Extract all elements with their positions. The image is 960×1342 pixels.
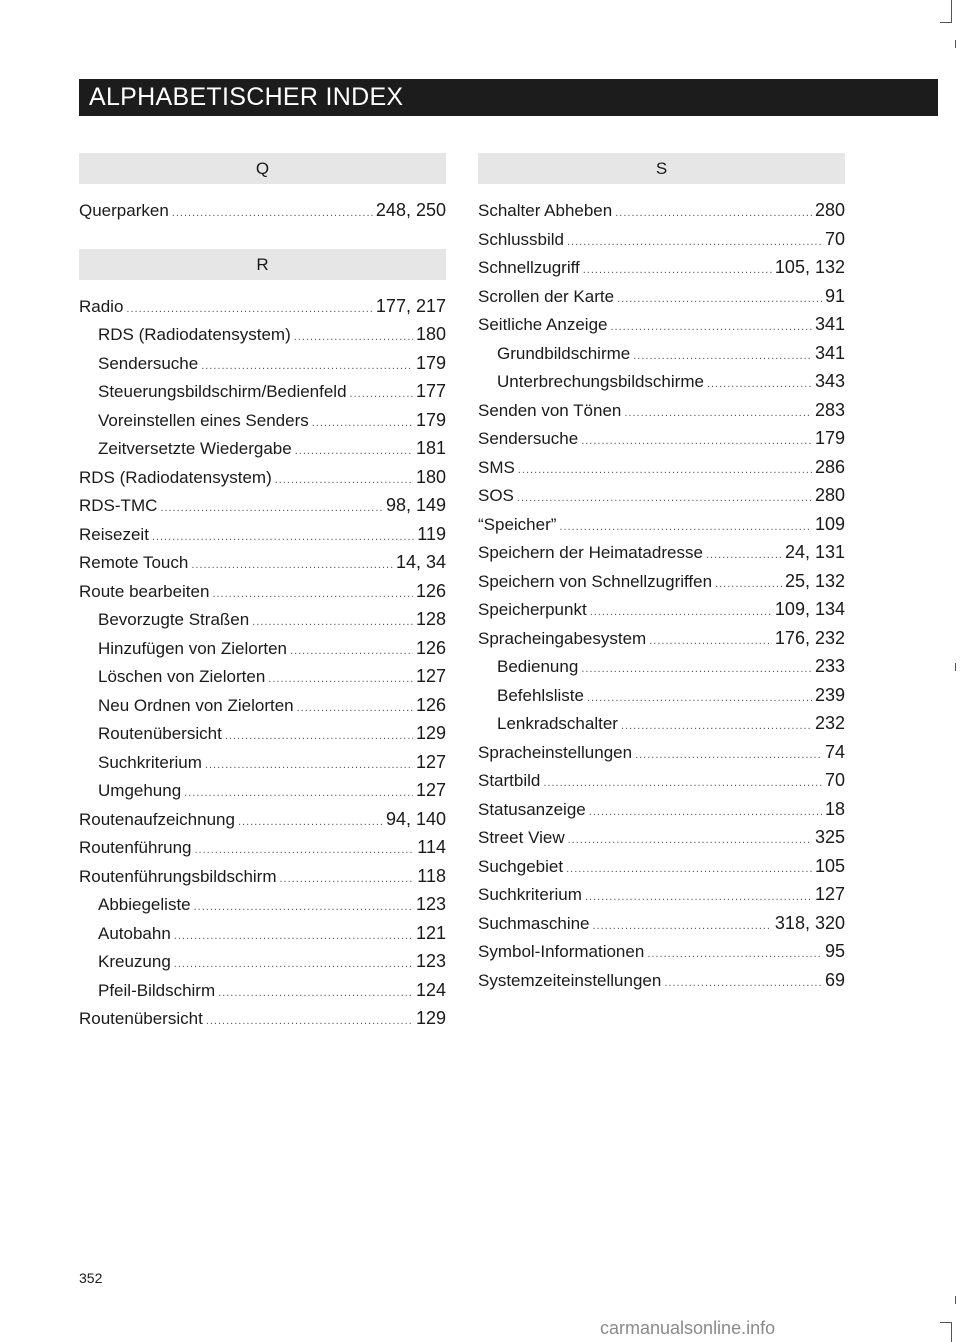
index-term: Suchmaschine — [478, 913, 590, 933]
dot-leader — [543, 769, 822, 795]
index-term: Autobahn — [98, 923, 171, 943]
dot-leader — [568, 826, 812, 852]
index-subentry — [79, 776, 446, 805]
index-term: SOS — [478, 486, 514, 505]
index-entry — [478, 795, 845, 824]
index-term: RDS (Radiodatensystem) — [98, 325, 291, 344]
index-term: Seitliche Anzeige — [478, 315, 608, 334]
page-reference: 179 — [415, 352, 446, 373]
index-subentry — [79, 662, 446, 691]
dot-leader — [268, 665, 413, 691]
index-subentry — [79, 748, 446, 777]
dot-leader — [518, 456, 812, 482]
dot-leader — [649, 627, 772, 653]
crop-mark — [955, 40, 956, 48]
dot-leader — [294, 323, 413, 349]
crop-mark — [955, 663, 956, 671]
dot-leader — [707, 370, 812, 396]
page-reference: 124 — [415, 979, 446, 1000]
index-subentry — [478, 681, 845, 710]
index-term: Querparken — [79, 201, 169, 220]
dot-leader — [581, 655, 812, 681]
index-term: Routenübersicht — [79, 1009, 203, 1028]
index-entry — [478, 481, 845, 510]
index-subentry — [478, 367, 845, 396]
index-subentry — [79, 377, 446, 406]
index-term: RDS-TMC — [79, 496, 158, 515]
dot-leader — [201, 352, 413, 378]
dot-leader — [715, 570, 782, 596]
dot-leader — [295, 437, 413, 463]
index-entry — [478, 966, 845, 995]
page-reference: 127 — [415, 780, 446, 800]
dot-leader — [275, 466, 413, 492]
page-reference: 233 — [814, 656, 845, 676]
index-term: Neu Ordnen von Zielorten — [98, 695, 294, 715]
dot-leader — [252, 608, 413, 634]
dot-leader — [664, 969, 822, 995]
page-reference: 177, 217 — [375, 295, 446, 316]
dot-leader — [647, 940, 822, 966]
index-term: Hinzufügen von Zielorten — [98, 638, 288, 658]
index-subentry — [79, 320, 446, 349]
page-reference: 177 — [415, 381, 446, 401]
page-reference: 179 — [415, 409, 446, 430]
dot-leader — [589, 798, 822, 824]
index-term: Lenkradschalter — [497, 714, 618, 733]
index-subentry — [79, 691, 446, 720]
index-term: Voreinstellen eines Senders — [98, 410, 309, 430]
index-term: Steuerungsbildschirm/Bedienfeld — [98, 382, 347, 401]
page-reference: 123 — [415, 951, 446, 971]
watermark: carmanualsonline.info — [600, 1318, 776, 1338]
dot-leader — [174, 950, 413, 976]
page-reference: 232 — [814, 713, 845, 733]
index-term: Pfeil-Bildschirm — [98, 980, 216, 1000]
index-term: “Speicher” — [478, 514, 557, 534]
index-term: Suchkriterium — [98, 752, 202, 772]
dot-leader — [633, 342, 812, 368]
index-term: Symbol-Informationen — [478, 942, 645, 961]
crop-mark — [940, 22, 952, 23]
index-term: Radio — [79, 296, 124, 316]
index-term: Suchgebiet — [478, 856, 564, 876]
page-reference: 24, 131 — [784, 542, 845, 562]
index-entry — [478, 282, 845, 311]
dot-leader — [566, 855, 812, 881]
page-reference: 181 — [415, 438, 446, 458]
page-reference: 280 — [814, 485, 845, 505]
index-term: Sendersuche — [478, 429, 579, 448]
section-spacer — [79, 225, 446, 249]
crop-mark — [951, 1322, 952, 1342]
page-reference: 119 — [417, 523, 446, 544]
index-term: Speichern der Heimatadresse — [478, 543, 703, 562]
index-entry — [478, 253, 845, 282]
index-term: Sendersuche — [98, 353, 199, 373]
dot-leader — [615, 199, 812, 225]
page-reference: 179 — [814, 428, 845, 448]
index-subentry — [79, 890, 446, 919]
page-reference: 126 — [415, 694, 446, 715]
dot-leader — [174, 922, 413, 948]
page-reference: 70 — [824, 228, 845, 249]
index-term: Abbiegeliste — [98, 895, 191, 914]
index-term: Statusanzeige — [478, 799, 586, 819]
dot-leader — [624, 399, 812, 425]
page-reference: 70 — [824, 770, 845, 790]
index-term: SMS — [478, 457, 515, 477]
index-term: Befehlsliste — [497, 685, 584, 705]
index-term: Bevorzugte Straßen — [98, 610, 250, 629]
page-reference: 280 — [814, 200, 845, 220]
page-reference: 343 — [814, 371, 845, 391]
index-subentry — [478, 652, 845, 681]
index-entry — [478, 624, 845, 653]
index-entry — [478, 225, 845, 254]
page-reference: 25, 132 — [784, 570, 845, 591]
index-entry — [478, 595, 845, 624]
dot-leader — [617, 285, 822, 311]
index-entry — [79, 862, 446, 891]
index-entry — [478, 453, 845, 482]
index-subentry — [79, 719, 446, 748]
index-term: Reisezeit — [79, 524, 149, 544]
page-reference: 318, 320 — [774, 912, 845, 933]
dot-leader — [706, 541, 782, 567]
index-term: Schalter Abheben — [478, 201, 613, 220]
page-reference: 180 — [415, 324, 446, 344]
page-reference: 126 — [415, 580, 446, 601]
index-subentry — [79, 976, 446, 1005]
index-entry — [79, 833, 446, 862]
page-reference: 94, 140 — [385, 808, 446, 829]
dot-leader — [238, 808, 383, 834]
index-term: Zeitversetzte Wiedergabe — [98, 439, 292, 458]
index-subentry — [79, 919, 446, 948]
index-entry — [478, 937, 845, 966]
page-reference: 341 — [814, 342, 845, 363]
dot-leader — [225, 722, 413, 748]
page-reference: 105, 132 — [774, 257, 845, 277]
index-entry — [79, 577, 446, 606]
index-term: Remote Touch — [79, 553, 189, 572]
page-reference: 127 — [814, 884, 845, 904]
crop-mark — [955, 1296, 956, 1304]
index-entry — [478, 766, 845, 795]
index-term: Systemzeiteinstellungen — [478, 970, 662, 990]
page-reference: 118 — [417, 865, 446, 886]
dot-leader — [172, 199, 373, 225]
index-subentry — [478, 709, 845, 738]
page-reference: 109, 134 — [774, 599, 845, 619]
index-entry — [478, 538, 845, 567]
section-heading: Q — [79, 153, 446, 184]
index-column-right — [478, 153, 845, 994]
index-term: Startbild — [478, 771, 541, 790]
index-entry — [478, 424, 845, 453]
page-reference: 129 — [415, 723, 446, 743]
index-term: Speicherpunkt — [478, 600, 587, 619]
page-reference: 123 — [415, 894, 446, 914]
dot-leader — [191, 551, 393, 577]
dot-leader — [593, 912, 772, 938]
index-term: Unterbrechungsbildschirme — [497, 372, 704, 391]
page-reference: 127 — [415, 666, 446, 686]
dot-leader — [194, 893, 413, 919]
dot-leader — [312, 409, 413, 435]
page-reference: 128 — [415, 609, 446, 629]
section-heading: S — [478, 153, 845, 184]
index-term: Kreuzung — [98, 952, 171, 971]
index-entry — [478, 396, 845, 425]
page-reference: 180 — [415, 466, 446, 487]
dot-leader — [350, 380, 413, 406]
index-term: Scrollen der Karte — [478, 286, 615, 306]
page-reference: 176, 232 — [774, 627, 845, 648]
index-subentry — [79, 947, 446, 976]
dot-leader — [206, 1007, 413, 1033]
dot-leader — [290, 637, 413, 663]
crop-mark — [951, 0, 952, 22]
dot-leader — [590, 598, 772, 624]
index-entry — [79, 463, 446, 492]
page-reference: 239 — [814, 684, 845, 705]
page-reference: 109 — [814, 513, 845, 534]
index-term: Grundbildschirme — [497, 343, 631, 363]
page-reference: 74 — [824, 741, 845, 762]
dot-leader — [205, 751, 413, 777]
dot-leader — [585, 883, 812, 909]
section-heading: R — [79, 249, 446, 280]
index-term: Bedienung — [497, 657, 579, 676]
dot-leader — [517, 484, 812, 510]
dot-leader — [218, 979, 413, 1005]
page-reference: 126 — [415, 637, 446, 658]
dot-leader — [160, 494, 383, 520]
index-entry — [79, 520, 446, 549]
index-entry — [79, 292, 446, 321]
dot-leader — [184, 779, 413, 805]
index-entry — [79, 491, 446, 520]
dot-leader — [297, 694, 413, 720]
index-entry — [478, 909, 845, 938]
index-term: Löschen von Zielorten — [98, 667, 266, 686]
page-reference: 91 — [824, 285, 845, 306]
dot-leader — [621, 712, 812, 738]
dot-leader — [587, 684, 812, 710]
index-entry — [478, 738, 845, 767]
dot-leader — [194, 836, 414, 862]
dot-leader — [212, 580, 413, 606]
dot-leader — [280, 865, 415, 891]
index-subentry — [79, 434, 446, 463]
index-term: Spracheingabesystem — [478, 628, 647, 648]
index-entry — [478, 510, 845, 539]
page-title: ALPHABETISCHER INDEX — [79, 79, 938, 116]
index-term: Route bearbeiten — [79, 581, 210, 601]
dot-leader — [126, 295, 373, 321]
index-term: Routenübersicht — [98, 724, 222, 743]
page-reference: 14, 34 — [395, 552, 446, 572]
page-reference: 105 — [814, 855, 845, 876]
dot-leader — [152, 523, 414, 549]
index-term: Routenführung — [79, 838, 192, 857]
page-reference: 98, 149 — [385, 495, 446, 515]
index-term: Senden von Tönen — [478, 400, 622, 420]
page-reference: 283 — [814, 399, 845, 420]
index-term: Spracheinstellungen — [478, 742, 633, 762]
index-entry — [478, 852, 845, 881]
index-subentry — [478, 339, 845, 368]
page-reference: 127 — [415, 751, 446, 772]
index-subentry — [79, 634, 446, 663]
index-term: Routenführungsbildschirm — [79, 866, 277, 886]
page-reference: 248, 250 — [375, 200, 446, 220]
index-term: Street View — [478, 828, 565, 847]
dot-leader — [610, 313, 811, 339]
page-reference: 341 — [814, 314, 845, 334]
page-reference: 129 — [415, 1008, 446, 1028]
index-entry — [478, 567, 845, 596]
index-entry — [79, 548, 446, 577]
dot-leader — [559, 513, 812, 539]
index-column-left — [79, 153, 446, 1033]
page-number: 352 — [79, 1270, 103, 1286]
index-entry — [79, 805, 446, 834]
index-subentry — [79, 406, 446, 435]
index-entry — [478, 310, 845, 339]
page-reference: 286 — [814, 456, 845, 477]
index-term: Umgehung — [98, 781, 182, 800]
index-term: Speichern von Schnellzugriffen — [478, 571, 713, 591]
index-entry — [478, 823, 845, 852]
index-entry — [478, 196, 845, 225]
dot-leader — [581, 427, 812, 453]
dot-leader — [567, 228, 822, 254]
page-reference: 325 — [814, 827, 845, 847]
index-entry — [79, 196, 446, 225]
index-entry — [79, 1004, 446, 1033]
index-term: Schnellzugriff — [478, 258, 580, 277]
index-entry — [478, 880, 845, 909]
index-subentry — [79, 349, 446, 378]
index-term: Routenaufzeichnung — [79, 809, 235, 829]
page-reference: 121 — [415, 922, 446, 943]
dot-leader — [635, 741, 822, 767]
dot-leader — [583, 256, 772, 282]
index-term: Schlussbild — [478, 229, 564, 249]
index-subentry — [79, 605, 446, 634]
index-term: RDS (Radiodatensystem) — [79, 467, 272, 487]
page-reference: 69 — [824, 969, 845, 990]
index-term: Suchkriterium — [478, 885, 582, 904]
page-reference: 114 — [417, 837, 446, 857]
page-reference: 18 — [824, 798, 845, 819]
page-reference: 95 — [824, 941, 845, 961]
